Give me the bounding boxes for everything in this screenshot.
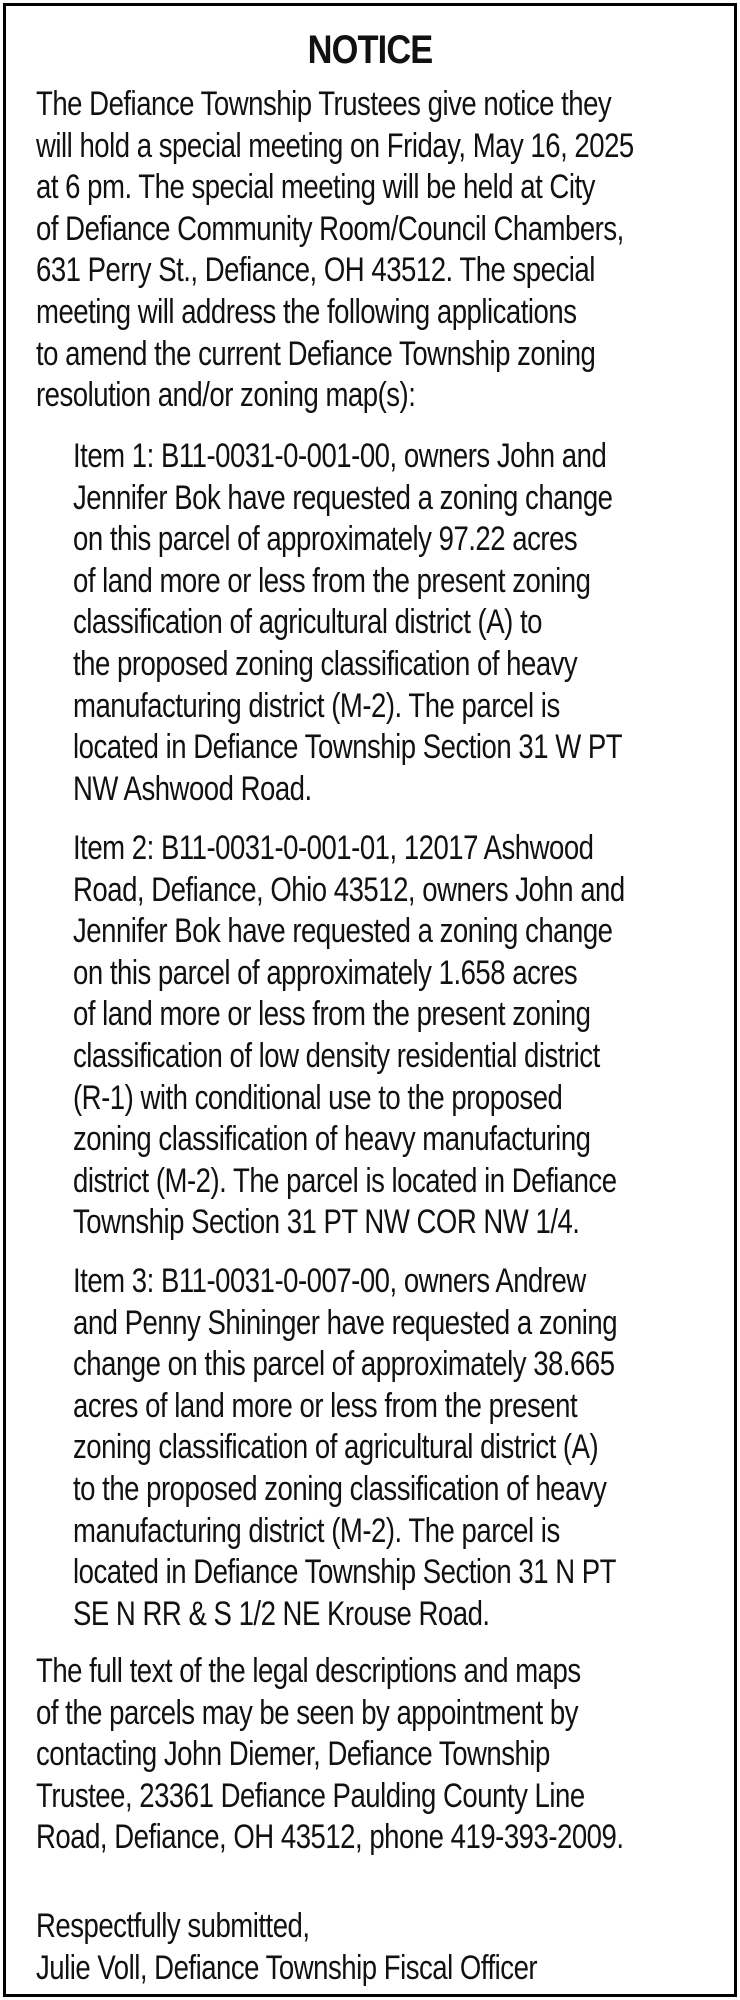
item-2-paragraph: Item 2: B11-0031-0-001-01, 12017 Ashwood Road, Defiance, Ohio 43512, owners John and Jennifer Bok have requested a zoning change on this parcel of approximately 1.658 acres of land more or less from the present zoning classification of low density residential district (R-1) with conditional use to the proposed zoning classification of heavy manufacturing district (M-2). The parcel is located in Defiance Township Section 31 PT NW COR NW 1/4. — [73, 829, 625, 1242]
notice-box — [3, 3, 737, 1997]
closing-paragraph: The full text of the legal descriptions and maps of the parcels may be seen by appointment by contacting John Diemer, Defiance Township Trustee, 23361 Defiance Paulding County Line Road, Defiance, OH 43512, phone 419-393-2009. — [36, 1652, 624, 1857]
item-1-paragraph: Item 1: B11-0031-0-001-00, owners John and Jennifer Bok have requested a zoning change on this parcel of approximately 97.22 acres of land more or less from the present zoning classification of agricultural district (A) to the proposed zoning classification of heavy manufacturing district (M-2). The parcel is located in Defiance Township Section 31 W PT NW Ashwood Road. — [73, 437, 623, 808]
notice-title: NOTICE — [307, 28, 433, 72]
signoff: Respectfully submitted, Julie Voll, Defiance Township Fiscal Officer — [36, 1907, 538, 1987]
intro-paragraph: The Defiance Township Trustees give notice they will hold a special meeting on Friday, May 16, 2025 at 6 pm. The special meeting will be held at City of Defiance Community Room/Council Chambers, 631 Perry St., Defiance, OH 43512. The special meeting will address the following applications to amend the current Defiance Township zoning resolution and/or zoning map(s): — [36, 85, 634, 415]
item-3-paragraph: Item 3: B11-0031-0-007-00, owners Andrew and Penny Shininger have requested a zoning change on this parcel of approximately 38.665 acres of land more or less from the present zoning classification of agricultural district (A) to the proposed zoning classification of heavy manufacturing district (M-2). The parcel is located in Defiance Township Section 31 N PT SE N RR & S 1/2 NE Krouse Road. — [73, 1262, 618, 1633]
